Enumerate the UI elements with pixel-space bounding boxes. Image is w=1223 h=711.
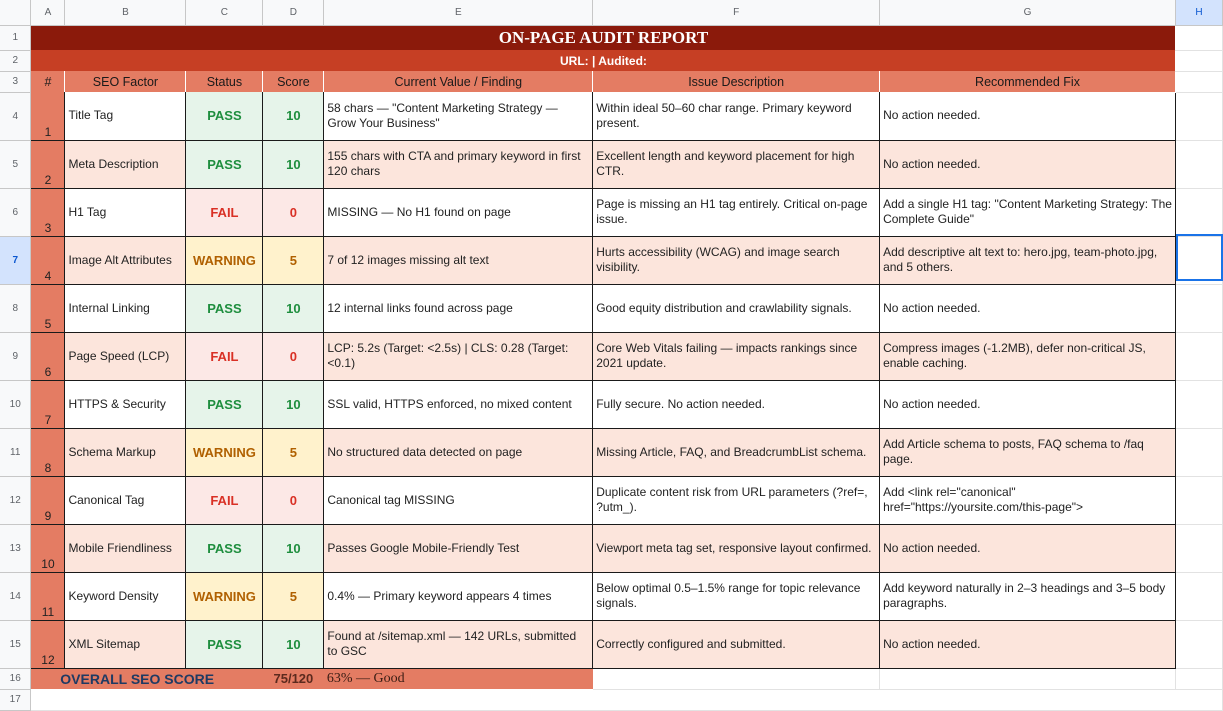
table-row	[0, 188, 1223, 236]
recommended-fix[interactable]: Add a single H1 tag: "Content Marketing Strategy: The Complete Guide"	[880, 188, 1176, 236]
issue-description[interactable]: Core Web Vitals failing — impacts rankings since 2021 update.	[593, 332, 880, 380]
status-badge[interactable]: PASS	[186, 92, 263, 140]
recommended-fix[interactable]: No action needed.	[880, 92, 1176, 140]
row-number[interactable]: 5	[31, 284, 65, 332]
column-header-row	[0, 0, 1223, 25]
current-value[interactable]: 7 of 12 images missing alt text	[324, 236, 593, 284]
header-number[interactable]: #	[31, 71, 65, 92]
table-row	[0, 572, 1223, 620]
column-header-h[interactable]: H	[1175, 0, 1222, 25]
current-value[interactable]: 12 internal links found across page	[324, 284, 593, 332]
score-value[interactable]: 5	[263, 572, 324, 620]
status-badge[interactable]: WARNING	[186, 236, 263, 284]
title-row	[0, 25, 1223, 50]
status-badge[interactable]: FAIL	[186, 188, 263, 236]
cell[interactable]	[1175, 284, 1222, 332]
recommended-fix[interactable]: No action needed.	[880, 524, 1176, 572]
issue-description[interactable]: Within ideal 50–60 char range. Primary keyword present.	[593, 92, 880, 140]
row-header[interactable]: 5	[0, 140, 31, 188]
cell[interactable]	[1175, 380, 1222, 428]
issue-description[interactable]: Missing Article, FAQ, and BreadcrumbList schema.	[593, 428, 880, 476]
recommended-fix[interactable]: No action needed.	[880, 380, 1176, 428]
table-row	[0, 689, 1223, 710]
recommended-fix[interactable]: Add <link rel="canonical" href="https://yoursite.com/this-page">	[880, 476, 1176, 524]
header-status[interactable]: Status	[186, 71, 263, 92]
recommended-fix[interactable]: Add Article schema to posts, FAQ schema to /faq page.	[880, 428, 1176, 476]
issue-description[interactable]: Fully secure. No action needed.	[593, 380, 880, 428]
recommended-fix[interactable]: Add keyword naturally in 2–3 headings and 3–5 body paragraphs.	[880, 572, 1176, 620]
issue-description[interactable]: Viewport meta tag set, responsive layout confirmed.	[593, 524, 880, 572]
status-badge[interactable]: PASS	[186, 284, 263, 332]
cell[interactable]	[1175, 332, 1222, 380]
header-current-value[interactable]: Current Value / Finding	[324, 71, 593, 92]
row-header[interactable]: 4	[0, 92, 31, 140]
seo-factor[interactable]: HTTPS & Security	[65, 380, 186, 428]
row-header[interactable]: 7	[0, 236, 31, 284]
issue-description[interactable]: Page is missing an H1 tag entirely. Critical on-page issue.	[593, 188, 880, 236]
current-value[interactable]: MISSING — No H1 found on page	[324, 188, 593, 236]
status-badge[interactable]: WARNING	[186, 428, 263, 476]
current-value[interactable]: 155 chars with CTA and primary keyword in first 120 chars	[324, 140, 593, 188]
row-number[interactable]: 7	[31, 380, 65, 428]
row-header[interactable]: 17	[0, 689, 31, 710]
table-row	[0, 332, 1223, 380]
recommended-fix[interactable]: No action needed.	[880, 284, 1176, 332]
score-value[interactable]: 0	[263, 188, 324, 236]
row-number[interactable]: 11	[31, 572, 65, 620]
row-header[interactable]: 12	[0, 476, 31, 524]
column-header-d[interactable]: D	[263, 0, 324, 25]
table-row	[0, 428, 1223, 476]
seo-factor[interactable]: Mobile Friendliness	[65, 524, 186, 572]
score-value[interactable]: 0	[263, 476, 324, 524]
row-number[interactable]: 4	[31, 236, 65, 284]
cell[interactable]	[1175, 524, 1222, 572]
table-row	[0, 236, 1223, 284]
issue-description[interactable]: Good equity distribution and crawlability signals.	[593, 284, 880, 332]
row-header[interactable]: 2	[0, 50, 31, 71]
recommended-fix[interactable]: No action needed.	[880, 620, 1176, 668]
row-header[interactable]: 10	[0, 380, 31, 428]
row-header[interactable]: 16	[0, 668, 31, 689]
header-recommended-fix[interactable]: Recommended Fix	[880, 71, 1176, 92]
row-header[interactable]: 9	[0, 332, 31, 380]
row-number[interactable]: 12	[31, 620, 65, 668]
seo-factor[interactable]: Schema Markup	[65, 428, 186, 476]
recommended-fix[interactable]: Add descriptive alt text to: hero.jpg, team-photo.jpg, and 5 others.	[880, 236, 1176, 284]
recommended-fix[interactable]: No action needed.	[880, 140, 1176, 188]
table-row	[0, 380, 1223, 428]
cell[interactable]	[1175, 428, 1222, 476]
cell[interactable]	[593, 668, 880, 689]
cell[interactable]	[31, 689, 1223, 710]
seo-factor[interactable]: Keyword Density	[65, 572, 186, 620]
current-value[interactable]: 0.4% — Primary keyword appears 4 times	[324, 572, 593, 620]
row-number[interactable]: 8	[31, 428, 65, 476]
score-value[interactable]: 10	[263, 284, 324, 332]
seo-factor[interactable]: Page Speed (LCP)	[65, 332, 186, 380]
cell[interactable]	[1175, 71, 1222, 92]
issue-description[interactable]: Below optimal 0.5–1.5% range for topic relevance signals.	[593, 572, 880, 620]
subtitle-row	[0, 50, 1223, 71]
row-number[interactable]: 3	[31, 188, 65, 236]
current-value[interactable]: 58 chars — "Content Marketing Strategy — Grow Your Business"	[324, 92, 593, 140]
cell[interactable]	[1175, 92, 1222, 140]
row-number[interactable]: 6	[31, 332, 65, 380]
cell[interactable]	[1175, 140, 1222, 188]
header-score[interactable]: Score	[263, 71, 324, 92]
cell[interactable]	[1175, 668, 1222, 689]
status-badge[interactable]: FAIL	[186, 332, 263, 380]
current-value[interactable]: Passes Google Mobile-Friendly Test	[324, 524, 593, 572]
seo-factor[interactable]: Image Alt Attributes	[65, 236, 186, 284]
seo-factor[interactable]: Canonical Tag	[65, 476, 186, 524]
select-all-corner[interactable]	[0, 0, 31, 25]
report-title[interactable]: ON-PAGE AUDIT REPORT	[31, 25, 1175, 50]
row-header[interactable]: 6	[0, 188, 31, 236]
issue-description[interactable]: Excellent length and keyword placement for high CTR.	[593, 140, 880, 188]
cell[interactable]	[1175, 236, 1222, 284]
score-value[interactable]: 0	[263, 332, 324, 380]
cell[interactable]	[880, 668, 1176, 689]
status-badge[interactable]: PASS	[186, 380, 263, 428]
row-header[interactable]: 1	[0, 25, 31, 50]
table-row	[0, 92, 1223, 140]
table-row	[0, 620, 1223, 668]
status-badge[interactable]: PASS	[186, 620, 263, 668]
current-value[interactable]: No structured data detected on page	[324, 428, 593, 476]
table-row	[0, 140, 1223, 188]
column-header-e[interactable]: E	[324, 0, 593, 25]
header-seo-factor[interactable]: SEO Factor	[65, 71, 186, 92]
row-header[interactable]: 11	[0, 428, 31, 476]
footer-row	[0, 668, 1223, 689]
cell[interactable]	[1175, 572, 1222, 620]
row-number[interactable]: 2	[31, 140, 65, 188]
row-header[interactable]: 15	[0, 620, 31, 668]
cell[interactable]	[1175, 50, 1222, 71]
status-badge[interactable]: PASS	[186, 140, 263, 188]
overall-score-percent[interactable]: 63% — Good	[324, 668, 593, 689]
score-value[interactable]: 5	[263, 428, 324, 476]
row-number[interactable]: 10	[31, 524, 65, 572]
issue-description[interactable]: Correctly configured and submitted.	[593, 620, 880, 668]
table-header-row	[0, 71, 1223, 92]
column-header-f[interactable]: F	[593, 0, 880, 25]
status-badge[interactable]: FAIL	[186, 476, 263, 524]
cell[interactable]	[1175, 620, 1222, 668]
column-header-a[interactable]: A	[31, 0, 65, 25]
current-value[interactable]: Found at /sitemap.xml — 142 URLs, submitted to GSC	[324, 620, 593, 668]
cell[interactable]	[1175, 188, 1222, 236]
table-row	[0, 476, 1223, 524]
score-value[interactable]: 10	[263, 140, 324, 188]
score-value[interactable]: 10	[263, 620, 324, 668]
current-value[interactable]: SSL valid, HTTPS enforced, no mixed content	[324, 380, 593, 428]
score-value[interactable]: 5	[263, 236, 324, 284]
score-value[interactable]: 10	[263, 92, 324, 140]
seo-factor[interactable]: Title Tag	[65, 92, 186, 140]
current-value[interactable]: Canonical tag MISSING	[324, 476, 593, 524]
overall-score-value[interactable]: 75/120	[263, 668, 324, 689]
column-header-b[interactable]: B	[65, 0, 186, 25]
column-header-g[interactable]: G	[880, 0, 1176, 25]
seo-factor[interactable]: Internal Linking	[65, 284, 186, 332]
score-value[interactable]: 10	[263, 380, 324, 428]
status-badge[interactable]: WARNING	[186, 572, 263, 620]
status-badge[interactable]: PASS	[186, 524, 263, 572]
issue-description[interactable]: Duplicate content risk from URL parameters (?ref=, ?utm_).	[593, 476, 880, 524]
current-value[interactable]: LCP: 5.2s (Target: <2.5s) | CLS: 0.28 (Target: <0.1)	[324, 332, 593, 380]
row-header[interactable]: 3	[0, 71, 31, 92]
seo-factor[interactable]: XML Sitemap	[65, 620, 186, 668]
row-number[interactable]: 9	[31, 476, 65, 524]
row-header[interactable]: 8	[0, 284, 31, 332]
header-issue-description[interactable]: Issue Description	[593, 71, 880, 92]
overall-score-label[interactable]: OVERALL SEO SCORE	[31, 668, 263, 689]
recommended-fix[interactable]: Compress images (-1.2MB), defer non-critical JS, enable caching.	[880, 332, 1176, 380]
row-header[interactable]: 14	[0, 572, 31, 620]
column-header-c[interactable]: C	[186, 0, 263, 25]
seo-factor[interactable]: H1 Tag	[65, 188, 186, 236]
row-number[interactable]: 1	[31, 92, 65, 140]
table-row	[0, 524, 1223, 572]
cell[interactable]	[1175, 476, 1222, 524]
issue-description[interactable]: Hurts accessibility (WCAG) and image search visibility.	[593, 236, 880, 284]
seo-factor[interactable]: Meta Description	[65, 140, 186, 188]
score-value[interactable]: 10	[263, 524, 324, 572]
row-header[interactable]: 13	[0, 524, 31, 572]
cell[interactable]	[1175, 25, 1222, 50]
report-subtitle[interactable]: URL: | Audited:	[31, 50, 1175, 71]
table-row	[0, 284, 1223, 332]
